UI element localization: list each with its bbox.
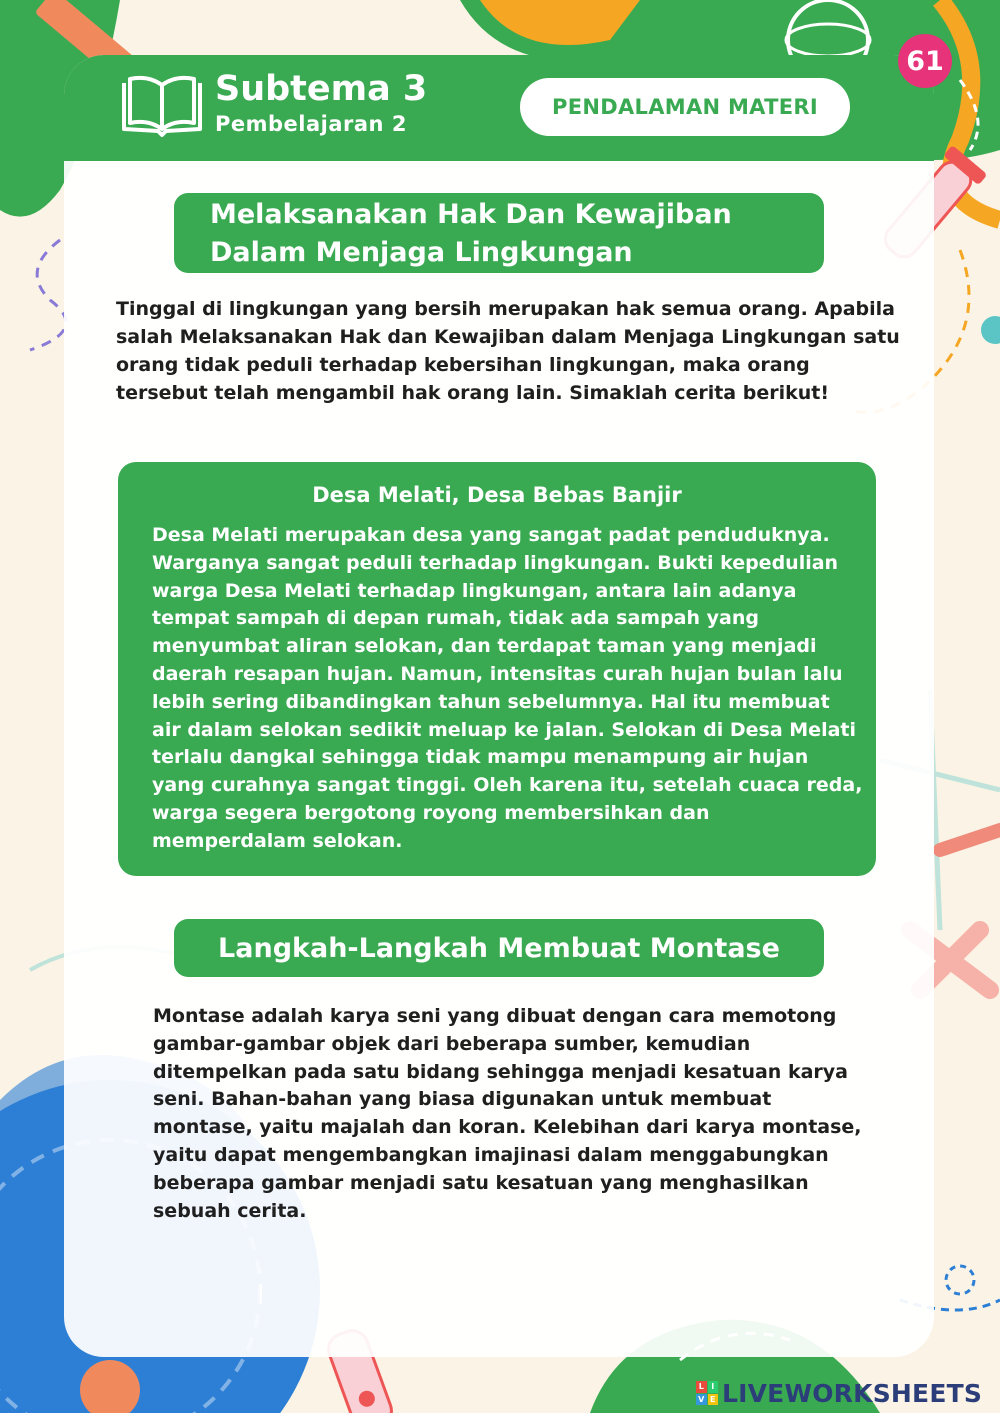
- intro-line: Tinggal di lingkungan yang bersih merupakan hak semua orang. Apabila: [116, 298, 895, 320]
- logo-letter: E: [708, 1394, 719, 1406]
- pembelajaran-subtitle: Pembelajaran 2: [215, 112, 407, 136]
- story-line: menyumbat aliran selokan, dan terdapat taman yang menjadi: [152, 635, 817, 658]
- logo-letter: L: [696, 1381, 707, 1393]
- subtema-title: Subtema 3: [215, 69, 428, 109]
- montase-paragraph: [153, 1003, 862, 1225]
- story-line: memperdalam selokan.: [152, 829, 403, 852]
- section2-title: Langkah-Langkah Membuat Montase: [174, 919, 824, 977]
- story-line: warga segera bergotong royong membersihkan dan: [152, 801, 710, 824]
- intro-paragraph: [116, 295, 906, 407]
- logo-mark-icon: [696, 1381, 718, 1405]
- story-body: [152, 522, 862, 856]
- logo-letter: I: [708, 1381, 719, 1393]
- header-bar: [64, 55, 934, 161]
- story-line: air dalam selokan sedikit meluap ke jalan. Selokan di Desa Melati: [152, 718, 857, 741]
- montase-line: Montase adalah karya seni yang dibuat dengan cara memotong: [153, 1005, 837, 1027]
- section1-title-line: Melaksanakan Hak Dan Kewajiban: [210, 199, 732, 230]
- montase-line: sebuah cerita.: [153, 1199, 307, 1222]
- montase-line: yaitu dapat mengembangkan imajinasi dalam menggabungkan: [153, 1143, 829, 1166]
- logo-letter: V: [696, 1394, 707, 1406]
- story-line: daerah resapan hujan. Namun, intensitas curah hujan bulan lalu: [152, 662, 843, 685]
- story-line: Desa Melati merupakan desa yang sangat padat penduduknya.: [152, 524, 830, 546]
- section1-title-box: [174, 193, 824, 273]
- montase-line: ditempelkan pada satu bidang sehingga menjadi kesatuan karya: [153, 1060, 848, 1083]
- story-line: Warganya sangat peduli terhadap lingkungan. Bukti kepedulian: [152, 551, 839, 574]
- intro-line: orang tidak peduli terhadap kebersihan lingkungan, maka orang: [116, 354, 810, 376]
- story-title: Desa Melati, Desa Bebas Banjir: [312, 483, 682, 507]
- story-box: [118, 462, 876, 876]
- story-line: tempat sampah di depan rumah, tidak ada sampah yang: [152, 607, 759, 630]
- montase-line: montase, yaitu majalah dan koran. Kelebihan dari karya montase,: [153, 1116, 862, 1139]
- montase-line: seni. Bahan-bahan yang biasa digunakan untuk membuat: [153, 1088, 772, 1111]
- section1-title-line: Dalam Menjaga Lingkungan: [210, 237, 633, 268]
- montase-line: gambar-gambar objek dari beberapa sumber, kemudian: [153, 1032, 751, 1055]
- story-line: terlalu dangkal sehingga tidak mampu menampung air hujan: [152, 746, 809, 769]
- story-line: lebih sering dibandingkan tahun sebelumnya. Hal itu membuat: [152, 690, 830, 713]
- liveworksheets-logo[interactable]: [696, 1376, 982, 1410]
- open-book-icon: [120, 75, 204, 137]
- intro-line: salah Melaksanakan Hak dan Kewajiban dalam Menjaga Lingkungan satu: [116, 326, 900, 348]
- logo-text: LIVEWORKSHEETS: [722, 1378, 983, 1408]
- montase-line: beberapa gambar menjadi satu kesatuan yang menghasilkan: [153, 1171, 809, 1194]
- story-line: warga Desa Melati terhadap lingkungan, antara lain adanya: [152, 579, 797, 602]
- page-number-badge: 61: [898, 34, 952, 88]
- story-line: yang curahnya sangat tinggi. Oleh karena itu, setelah cuaca reda,: [152, 774, 863, 797]
- pendalaman-materi-badge: PENDALAMAN MATERI: [520, 78, 850, 136]
- intro-line: tersebut telah mengambil hak orang lain. Simaklah cerita berikut!: [116, 382, 830, 404]
